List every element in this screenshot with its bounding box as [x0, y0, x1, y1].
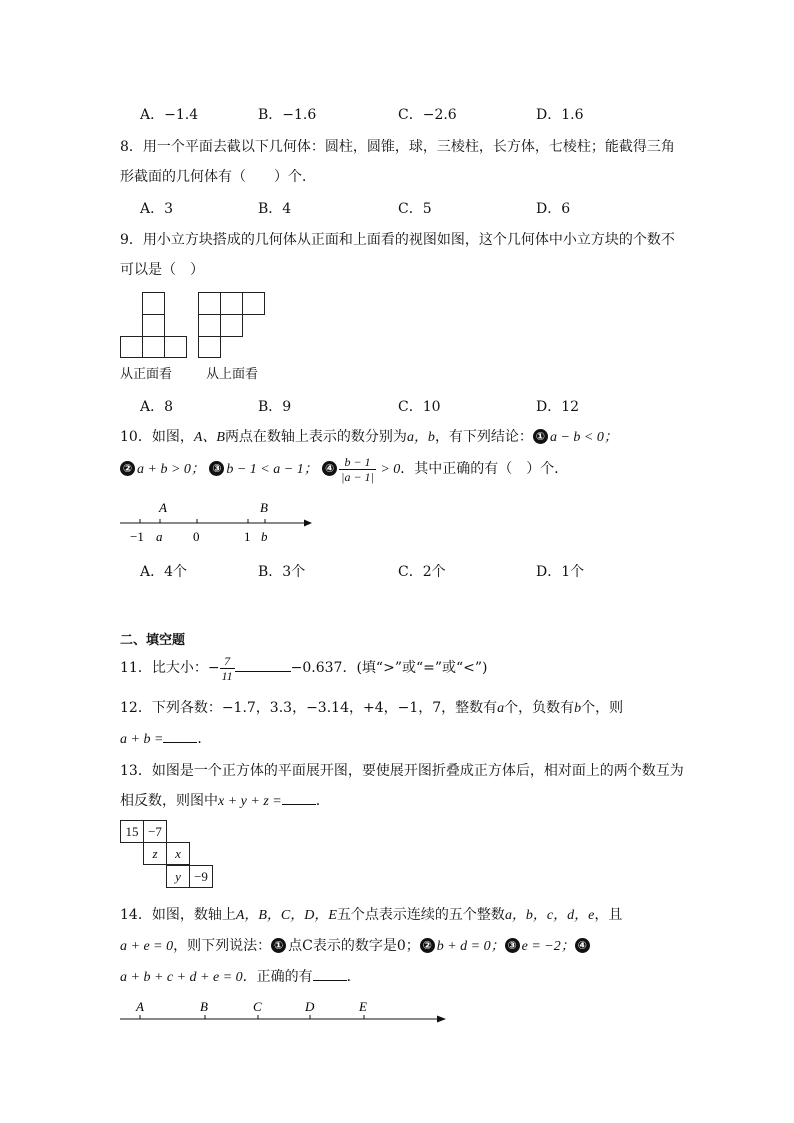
q14-point-c: C — [253, 999, 262, 1014]
q13-line1: 13．如图是一个正方体的平面展开图，要使展开图折叠成正方体后，相对面上的两个数互为 — [120, 763, 684, 779]
q14-point-b: B — [200, 999, 208, 1014]
q8-line1: 8．用一个平面去截以下几何体：圆柱，圆锥，球，三棱柱，长方体，七棱柱；能截得三角 — [120, 139, 675, 155]
q7-option-b: B．−1.6 — [258, 107, 317, 123]
q12-line2: a + b = ． — [120, 728, 211, 748]
q9-top-caption: 从上面看 — [206, 367, 259, 382]
q12-line1: 12．下列各数：−1.7，3.3，−3.14，+4，−1，7，整数有a个，负数有b个，则 — [120, 700, 624, 716]
q10-option-a: A．4个 — [140, 564, 188, 580]
q10-label-a-point: A — [159, 500, 167, 515]
net-cell-minus7: −7 — [143, 820, 167, 843]
q14-answer-blank[interactable] — [313, 966, 347, 981]
net-cell-minus9: −9 — [189, 865, 213, 888]
q10-tick-a: a — [156, 529, 163, 544]
q7-option-c: C．−2.6 — [398, 107, 457, 123]
q9-front-caption: 从正面看 — [120, 367, 173, 382]
net-cell-x: x — [166, 842, 190, 865]
q9-option-d: D．12 — [536, 399, 580, 415]
q8-option-c: C．5 — [398, 201, 432, 217]
q13-line2: 相反数，则图中x + y + z = ． — [120, 790, 330, 810]
q14-point-a: A — [136, 999, 144, 1014]
q8-option-b: B．4 — [258, 201, 292, 217]
q8-option-a: A．3 — [140, 201, 174, 217]
q11-fraction: $\frac{7}{11}$ — [221, 653, 233, 683]
q9-option-a: A．8 — [140, 399, 174, 415]
q10-line2: ② a + b > 0； ③ b − 1 < a − 1； ④ $\frac{b - 1}{|a - 1|}$ > 0．其中正确的有（ ）个． — [120, 454, 568, 485]
q10-option-b: B．3个 — [258, 564, 306, 580]
conclusion-1-marker: ① — [533, 429, 548, 444]
q9-line2: 可以是（ ） — [120, 262, 204, 278]
q13-answer-blank[interactable] — [282, 790, 316, 805]
net-cell-z: z — [143, 842, 167, 865]
q10-label-b-point: B — [260, 500, 268, 515]
q11: 11．比大小：− $\frac{7}{11}$ −0.637．(填“>”或“=”或“<”) — [120, 653, 488, 683]
q14-line1: 14．如图，数轴上A，B，C，D，E五个点表示连续的五个整数a，b，c，d，e，且 — [120, 907, 623, 923]
q11-answer-blank[interactable] — [235, 657, 291, 672]
q9-line1: 9．用小立方块搭成的几何体从正面和上面看的视图如图，这个几何体中小立方块的个数不 — [120, 232, 675, 248]
q9-option-c: C．10 — [398, 399, 441, 415]
q10-tick-0: 0 — [193, 529, 200, 544]
q14-line3: a + b + c + d + e = 0．正确的有 ． — [120, 966, 361, 986]
q12-answer-blank[interactable] — [163, 728, 197, 743]
q14-point-d: D — [305, 999, 315, 1014]
q14-number-line — [116, 996, 456, 1028]
net-cell-15: 15 — [120, 820, 144, 843]
q14-line2: a + e = 0，则下列说法： ① 点C表示的数字是0； ② b + d = 0； ③ e = −2； ④ — [120, 935, 592, 955]
q14-point-e: E — [359, 999, 367, 1014]
section-title: 二、填空题 — [120, 633, 186, 648]
net-cell-y: y — [166, 865, 190, 888]
q10-option-c: C．2个 — [398, 564, 446, 580]
q10-number-line — [116, 498, 326, 546]
q10-fraction: $\frac{b - 1}{|a - 1|}$ — [341, 454, 374, 484]
q9-option-b: B．9 — [258, 399, 292, 415]
q7-option-d: D．1.6 — [536, 107, 584, 123]
q8-option-d: D．6 — [536, 201, 571, 217]
q8-line2: 形截面的几何体有（ ）个． — [120, 169, 316, 185]
q10-line1: 10．如图，A、B两点在数轴上表示的数分别为a，b，有下列结论： ① a − b < 0； — [120, 429, 618, 445]
q10-tick-minus1: −1 — [130, 529, 144, 544]
q10-option-d: D．1个 — [536, 564, 585, 580]
q10-tick-b: b — [261, 529, 268, 544]
q10-tick-1: 1 — [244, 529, 251, 544]
q7-option-a: A．−1.4 — [140, 107, 199, 123]
